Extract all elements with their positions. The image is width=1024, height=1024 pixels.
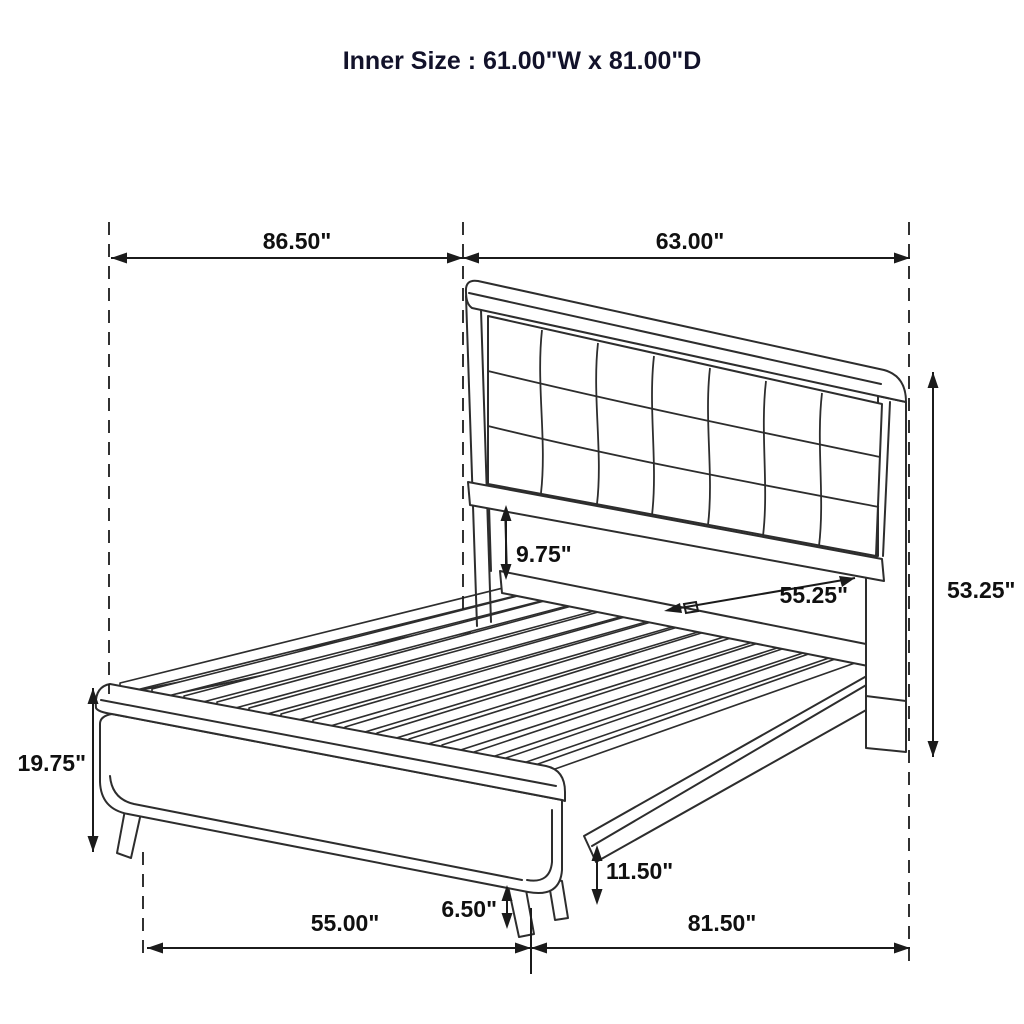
dim-headboard-height: [928, 372, 939, 757]
dim-label-overall-width: 63.00": [655, 228, 725, 254]
dim-label-rail-floor: 11.50": [606, 858, 674, 884]
dim-label-leg-height: 6.50": [441, 896, 497, 922]
footboard-left-leg: [117, 810, 141, 858]
dim-label-side-span: 81.50": [687, 910, 757, 936]
dim-label-overall-length: 86.50": [262, 228, 332, 254]
diagram-title: Inner Size : 61.00"W x 81.00"D: [342, 47, 702, 75]
dim-overall-top: [111, 253, 910, 264]
bed-drawing: [96, 281, 906, 937]
dim-label-footboard-height: 19.75": [17, 750, 86, 776]
dim-label-inner-depth: 55.25": [779, 582, 848, 608]
dim-footboard-height: [88, 688, 99, 852]
dim-label-rail-gap: 9.75": [516, 541, 572, 567]
dim-rail-gap: [501, 505, 512, 580]
dim-label-footboard-span: 55.00": [310, 910, 380, 936]
dim-label-headboard-height: 53.25": [947, 577, 1016, 603]
